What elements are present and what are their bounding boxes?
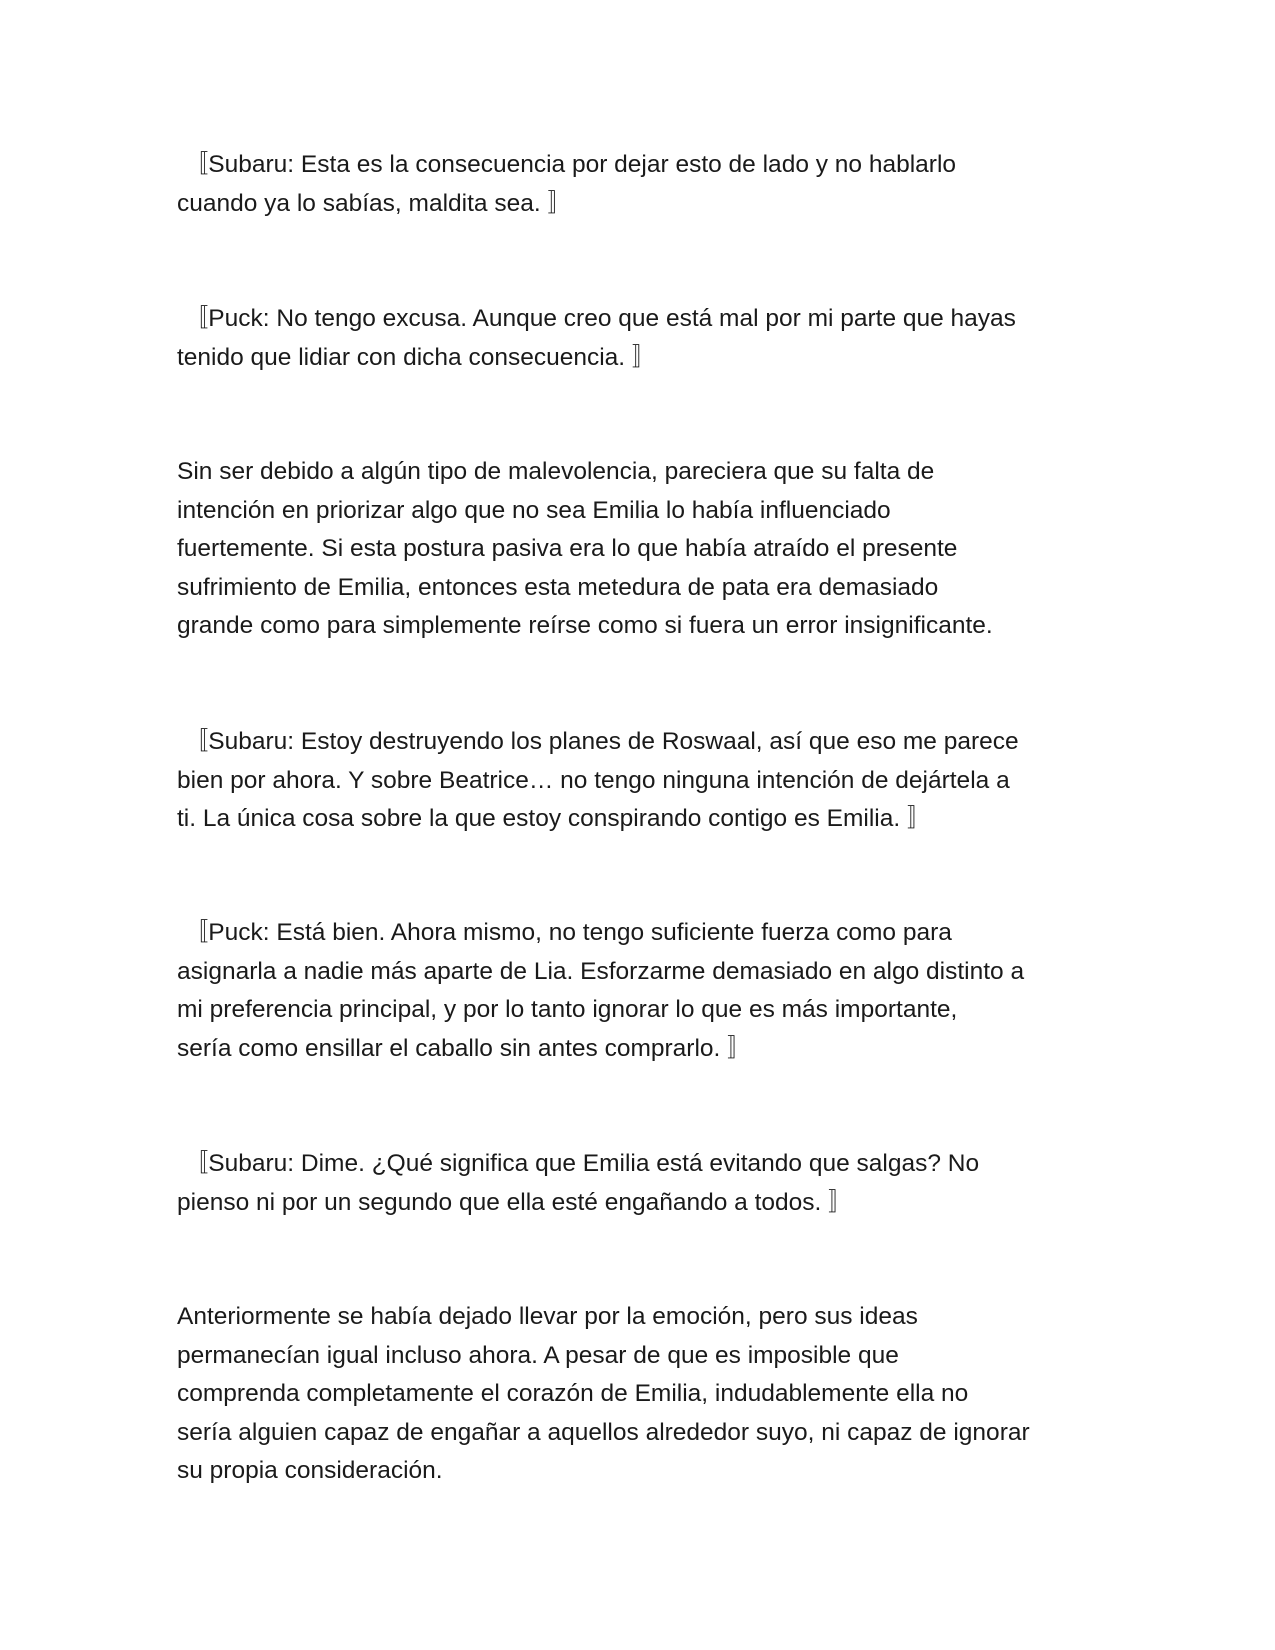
narration-paragraph-1 bbox=[177, 453, 1097, 646]
dialogue-subaru-3 bbox=[177, 1145, 1097, 1222]
text-line: sería como ensillar el caballo sin antes comprarlo. 〛 bbox=[177, 1034, 752, 1062]
text-line: 〚Puck: Está bien. Ahora mismo, no tengo suficiente fuerza como para bbox=[177, 919, 952, 946]
narration-paragraph-2 bbox=[177, 1298, 1097, 1491]
text-line: comprenda completamente el corazón de Emilia, indudablemente ella no bbox=[177, 1380, 969, 1407]
text-line: grande como para simplemente reírse como si fuera un error insignificante. bbox=[177, 612, 993, 639]
text-line: cuando ya lo sabías, maldita sea. 〛 bbox=[177, 189, 572, 217]
dialogue-subaru-2 bbox=[177, 723, 1097, 839]
dialogue-puck-1 bbox=[177, 300, 1097, 377]
text-line: fuertemente. Si esta postura pasiva era lo que había atraído el presente bbox=[177, 535, 958, 562]
text-line: intención en priorizar algo que no sea Emilia lo había influenciado bbox=[177, 496, 891, 524]
text-line: Sin ser debido a algún tipo de malevolencia, pareciera que su falta de bbox=[177, 458, 935, 485]
text-line: pienso ni por un segundo que ella esté engañando a todos. 〛 bbox=[177, 1188, 853, 1216]
dialogue-puck-2 bbox=[177, 914, 1097, 1068]
text-line: 〚Puck: No tengo excusa. Aunque creo que está mal por mi parte que hayas bbox=[177, 305, 1016, 332]
text-line: mi preferencia principal, y por lo tanto ignorar lo que es más importante, bbox=[177, 996, 958, 1023]
text-line: 〚Subaru: Esta es la consecuencia por dejar esto de lado y no hablarlo bbox=[177, 151, 957, 178]
text-line: 〚Subaru: Estoy destruyendo los planes de Roswaal, así que eso me parece bbox=[177, 728, 1019, 755]
text-line: permanecían igual incluso ahora. A pesar de que es imposible que bbox=[177, 1341, 899, 1369]
text-line: su propia consideración. bbox=[177, 1457, 443, 1484]
text-line: ti. La única cosa sobre la que estoy conspirando contigo es Emilia. 〛 bbox=[177, 805, 932, 832]
text-line: bien por ahora. Y sobre Beatrice… no tengo ninguna intención de dejártela a bbox=[177, 766, 1010, 794]
text-line: 〚Subaru: Dime. ¿Qué significa que Emilia está evitando que salgas? No bbox=[177, 1150, 980, 1177]
text-line: sufrimiento de Emilia, entonces esta metedura de pata era demasiado bbox=[177, 573, 939, 601]
text-line: Anteriormente se había dejado llevar por la emoción, pero sus ideas bbox=[177, 1303, 918, 1330]
text-line: tenido que lidiar con dicha consecuencia. 〛 bbox=[177, 343, 657, 371]
dialogue-subaru-1 bbox=[177, 146, 1097, 223]
text-line: asignarla a nadie más aparte de Lia. Esforzarme demasiado en algo distinto a bbox=[177, 957, 1025, 985]
text-line: sería alguien capaz de engañar a aquellos alrededor suyo, ni capaz de ignorar bbox=[177, 1418, 1030, 1446]
